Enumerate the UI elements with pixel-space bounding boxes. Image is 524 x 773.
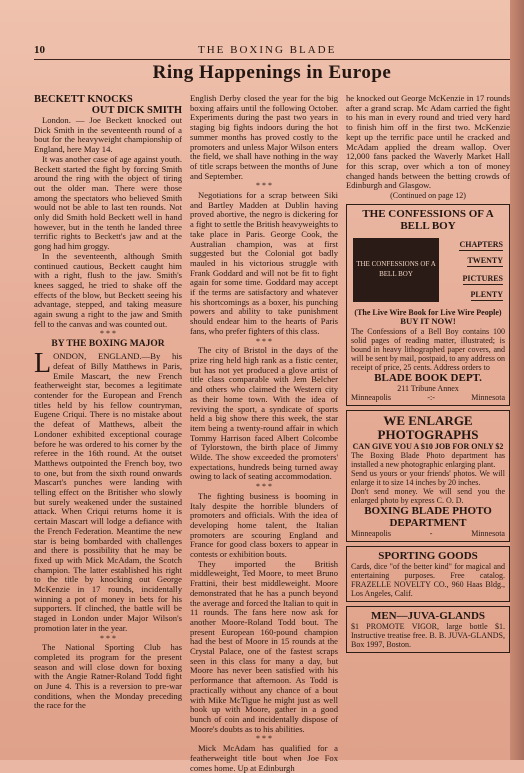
article-paragraph: Mick McAdam has qualified for a featherweight title bout when Joe Fox comes home. Up at Edinburgh	[190, 743, 338, 773]
ad-side-text: CHAPTERS	[459, 240, 503, 250]
article-paragraph: In the seventeenth, although Smith continued cautious, Beckett caught him with a right, flush to the jaw. Smith's knees sagged, he tried to shake off the effects of the blow, but Beckett seeing his advantage, stepped, and taking measure again swung a right to the jaw and Smith fell to the canvas and was counted out.	[34, 250, 182, 329]
ad-body: Send us yours or your friends' photos. We will enlarge it to size 14 inches by 20 inches.	[351, 468, 505, 487]
page-headline: Ring Happenings in Europe	[152, 62, 392, 83]
ad-title: THE CONFESSIONS OF A BELL BOY	[362, 208, 494, 233]
ad-body: Cards, dice "of the better kind" for magical and entertaining purposes. Free catalog. FRAZELLE NOVELTY CO., 960 Haas Bldg., Los Angeles, Calif.	[351, 561, 505, 598]
ad-cta: BUY IT NOW!	[400, 316, 456, 327]
page-binding-edge	[510, 0, 524, 760]
ad-title: SPORTING GOODS	[378, 549, 478, 562]
ad-side-text: PLENTY	[470, 290, 503, 300]
header-rule	[34, 59, 510, 60]
ad-side-text: PICTURES	[462, 274, 503, 284]
article-paragraph: The fighting business is booming in Italy despite the horrible blunders of promoters and officials. With the idea of developing home talent, the Italian promoters are scouring England and France for good class boxers to appear in contests or exhibition bouts.	[190, 490, 338, 560]
column-3	[346, 94, 510, 754]
section-separator: * * *	[256, 734, 272, 744]
article-paragraph: The National Sporting Club has completed its program for the present season and will close down for boxing with the Angie Ratner-Roland Todd fight on June 4. This is a reversion to pre-war conditions, when the Monday preceding the race for the	[34, 642, 182, 711]
ad-dept: BOXING BLADE PHOTO DEPARTMENT	[364, 504, 492, 529]
ad-body: Don't send money. We will send you the enlarged photo by express C. O. D.	[351, 486, 505, 505]
page-header	[34, 44, 510, 58]
masthead: THE BOXING BLADE	[198, 44, 337, 56]
subhead-beckett-1: BECKETT KNOCKS	[34, 94, 133, 105]
book-cover-image: THE CONFESSIONS OF A BELL BOY	[353, 238, 439, 302]
section-separator: * * *	[256, 181, 272, 191]
article-paragraph: he knocked out George McKenzie in 17 rounds after a grand scrap. Mc Adam carried the fight to his man in every round and tried very hard to finish him off in the first two. McKenzie kept up the terrific pace until he cracked and McAdam applied the dream wallop. Over 12,000 fans packed the Waverly Market Hall for this scrap, over which a ton of money changed hands between the betting crowds of Edinburgh and Glasgow.	[346, 93, 510, 191]
book-cover-area	[351, 236, 505, 304]
article-paragraph: Negotiations for a scrap between Siki and Bartley Madden at Dublin having proved abortive, the negro is dickering for a fight to settle the British heavyweights to take place in Paris. George Cook, the Australian champion, was at first suggested but the Colonial got badly mauled in his victorious struggle with Frank Goddard and will not be fit to fight again for some time. Goddard may accept if the terms are satisfactory and whatever his shortcomings as a boxer, his punching powers and ability to take punishment should endear him to the hearts of Paris fans, who prefer fighters of this class.	[190, 190, 338, 336]
ad-sporting-goods	[346, 546, 510, 602]
ad-side-text: TWENTY	[467, 256, 503, 266]
column-2	[190, 93, 338, 773]
ad-dept: BLADE BOOK DEPT.	[374, 371, 482, 384]
column-1	[34, 94, 182, 754]
ad-body: $1 PROMOTE VIGOR, large bottle $1. Instructive treatise free. B. B. JUVA-GLANDS, Box 1997, Boston.	[351, 621, 505, 649]
page-number: 10	[34, 44, 45, 56]
article-paragraph: It was another case of age against youth. Beckett started the fight by forcing Smith around the ring with the object of tiring out the older man. There were those among the spectators who believed Smith would not be able to last ten rounds. Not only did Smith hold Beckett well in hand however, but in the tenth he landed three terrific rights to Beckett's jaw and at the gong had him groggy.	[34, 153, 182, 252]
article-paragraph: They imported the British middleweight, Ted Moore, to meet Bruno Frattini, their best middleweight. Moore demonstrated that he has a punch beyond the average and forced the Italian to quit in 11 rounds. The fans here now ask for another Moore-Roland Todd bout. The present European 160-pound champion had the best of Moore in 15 rounds at the Crystal Palace, one of the fastest scraps seen in this class for many a day, but Moore has never been satisfied with his performance that afternoon. As Todd is practically without any chance of a bout with Mike McTigue he might just as well hook up with Moore, gather in a good bunch of coin and incidentally dispose of Moore's doubts as to his abilities.	[190, 558, 338, 734]
section-separator: * * *	[256, 482, 272, 492]
article-paragraph: London. — Joe Beckett knocked out Dick Smith in the seventeenth round of a bout for the heavyweight championship of England, here May 14.	[34, 115, 182, 155]
ad-city-row: Minneapolis - Minnesota	[351, 528, 505, 538]
article-paragraph: English Derby closed the year for the big boxing affairs until the following October. Experiments during the past two years in staging big fights indoors during the hot summer months has proved costly to the promoters and unless Major Wilson enters the field, we shall have nothing in the way of title scraps between the months of June and September.	[190, 93, 338, 181]
subhead-beckett-2: OUT DICK SMITH	[91, 105, 182, 116]
ad-title: MEN—JUVA-GLANDS	[370, 609, 486, 622]
section-separator: * * *	[256, 336, 272, 346]
ad-enlarge-photos	[346, 410, 510, 542]
ad-address: 211 Tribune Annex	[397, 383, 459, 393]
continued-note: (Continued on page 12)	[390, 191, 466, 201]
ad-bell-boy	[346, 204, 510, 406]
section-separator: * * *	[100, 633, 116, 643]
ad-body: The Boxing Blade Photo department has installed a new photographic enlarging plant.	[351, 450, 505, 469]
article-paragraph: ONDON, ENGLAND.—By his defeat of Billy Matthews in Paris, Emile Mascart, the new French featherweight star, becomes a legitimate contender for the European and French titles held by his fellow countryman, Eugene Criqui. There is no mistake about the defeat of Matthews, albeit the Londoner exhibited exceptional courage before he was ordered to his corner by the referee in the 16th round. At the outset Matthews outpointed the French boy, two to one, but from the sixth round onwards Mascart's punches were landing with telling effect on the Britisher who slowly but surely weakened under the sustained attack. When Criqui returns home it is certain Mascart will lodge a defiance with the French Federation. Meantime the new star is being bombarded with challenges and there is possibility that he may be fixed up with Mick McAdam, the Scotch champion. The latter established his right to the title by knocking out George McKenzie in 17 rounds, incidentally winning a pot of money in bets for his supporters. If clinched, the battle will be staged in London under Major Wilson's promotion later in the year.	[34, 351, 182, 633]
ad-juva-glands	[346, 606, 510, 653]
ad-title: WE ENLARGE PHOTOGRAPHS	[377, 412, 479, 442]
section-separator: * * *	[100, 329, 116, 339]
drop-cap: L	[34, 348, 52, 380]
ad-subtitle: (The Live Wire Book for Live Wire People)	[354, 308, 502, 318]
article-paragraph: The city of Bristol in the days of the prize ring held high rank as a fistic center, but has not yet produced a glove artist of title class comparable with Jem Belcher and others who claimed the Western city as their home town. With the idea of reviving the sport, a syndicate of sports held a big show there this week, the star item being a twenty-round affair in which Tommy Harrison faced Albert Colcombe of Tylorstown, the birth place of Jimmy Wilde. The show exceeded the promoters' expectations, hundreds being turned away owing to lack of seating accommodation.	[190, 345, 338, 482]
ad-subtitle: CAN GIVE YOU A $10 JOB FOR ONLY $2	[352, 441, 504, 451]
byline: BY THE BOXING MAJOR	[51, 339, 165, 350]
ad-city-row: Minneapolis -:- Minnesota	[351, 392, 505, 402]
ad-body: The Confessions of a Bell Boy contains 100 solid pages of reading matter, illustrated; is bound in heavy lithographed paper covers, and will be sent by mail, postpaid, to any address on receipt of price, 25 cents. Address orders to	[351, 326, 505, 372]
